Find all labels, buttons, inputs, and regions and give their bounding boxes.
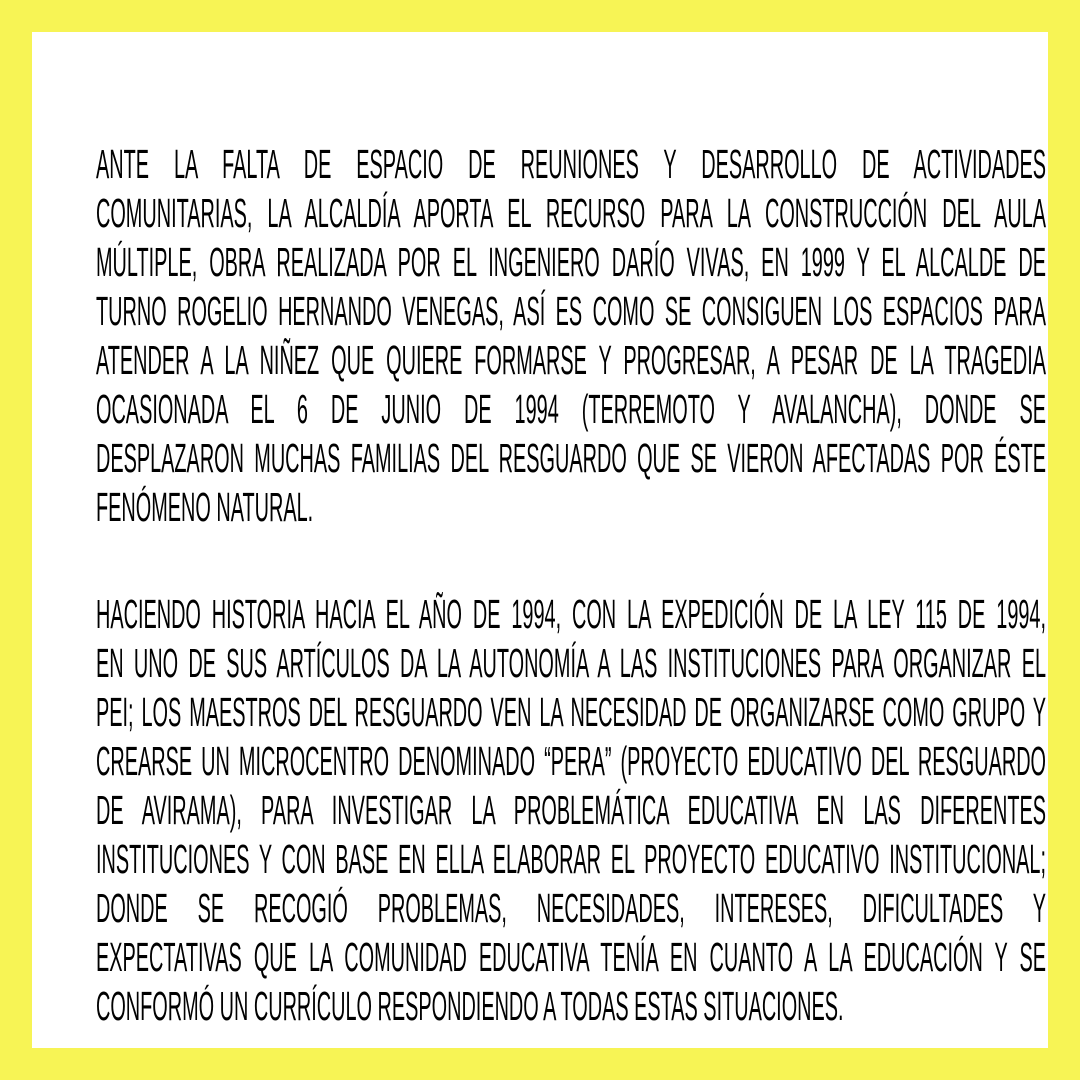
- text-line: EN UNO DE SUS ARTÍCULOS DA LA AUTONOMÍA A LAS INSTITUCIONES PARA ORGANIZAR EL: [96, 640, 1047, 686]
- text-line: MÚLTIPLE, OBRA REALIZADA POR EL INGENIERO DARÍO VIVAS, EN 1999 Y EL ALCALDE DE: [96, 239, 1047, 285]
- text-line: PEI; LOS MAESTROS DEL RESGUARDO VEN LA NECESIDAD DE ORGANIZARSE COMO GRUPO Y: [96, 689, 1047, 735]
- document-page: [32, 32, 1048, 1048]
- text-line: ANTE LA FALTA DE ESPACIO DE REUNIONES Y DESARROLLO DE ACTIVIDADES: [96, 141, 1047, 187]
- text-line: CREARSE UN MICROCENTRO DENOMINADO “PERA” (PROYECTO EDUCATIVO DEL RESGUARDO: [96, 738, 1047, 784]
- document-text: [96, 140, 1046, 1031]
- text-line: EXPECTATIVAS QUE LA COMUNIDAD EDUCATIVA TENÍA EN CUANTO A LA EDUCACIÓN Y SE: [96, 934, 1047, 980]
- text-line: DONDE SE RECOGIÓ PROBLEMAS, NECESIDADES, INTERESES, DIFICULTADES Y: [96, 885, 1047, 931]
- text-line: DE AVIRAMA), PARA INVESTIGAR LA PROBLEMÁTICA EDUCATIVA EN LAS DIFERENTES: [96, 787, 1047, 833]
- text-line: INSTITUCIONES Y CON BASE EN ELLA ELABORAR EL PROYECTO EDUCATIVO INSTITUCIONAL;: [96, 836, 1047, 882]
- paragraph: [96, 590, 1046, 1031]
- text-line: FENÓMENO NATURAL.: [96, 484, 314, 530]
- text-line: TURNO ROGELIO HERNANDO VENEGAS, ASÍ ES COMO SE CONSIGUEN LOS ESPACIOS PARA: [96, 288, 1047, 334]
- paragraph: [96, 140, 1046, 532]
- text-line: CONFORMÓ UN CURRÍCULO RESPONDIENDO A TODAS ESTAS SITUACIONES.: [96, 983, 844, 1029]
- text-line: ATENDER A LA NIÑEZ QUE QUIERE FORMARSE Y PROGRESAR, A PESAR DE LA TRAGEDIA: [96, 337, 1047, 383]
- text-line: DESPLAZARON MUCHAS FAMILIAS DEL RESGUARDO QUE SE VIERON AFECTADAS POR ÉSTE: [96, 435, 1047, 481]
- text-line: COMUNITARIAS, LA ALCALDÍA APORTA EL RECURSO PARA LA CONSTRUCCIÓN DEL AULA: [96, 190, 1047, 236]
- text-line: HACIENDO HISTORIA HACIA EL AÑO DE 1994, CON LA EXPEDICIÓN DE LA LEY 115 DE 1994,: [96, 591, 1047, 637]
- text-line: OCASIONADA EL 6 DE JUNIO DE 1994 (TERREMOTO Y AVALANCHA), DONDE SE: [96, 386, 1047, 432]
